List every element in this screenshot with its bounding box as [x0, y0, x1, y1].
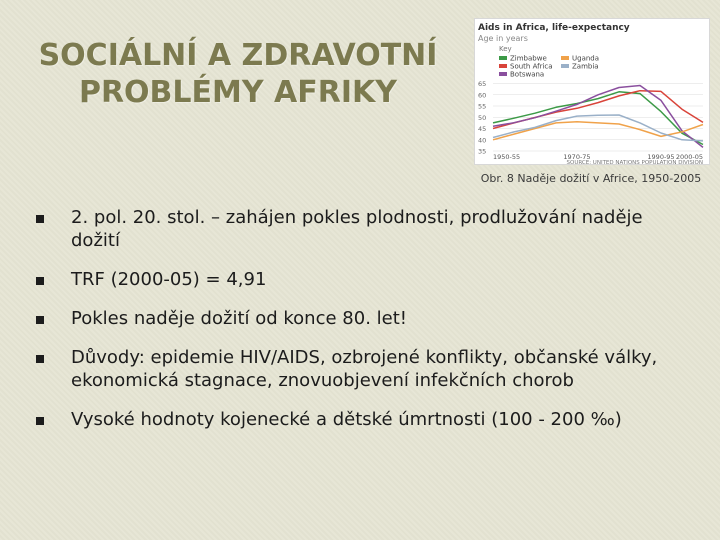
x-tick-label: 1970-75	[563, 153, 591, 161]
x-tick-label: 2000-05	[675, 153, 703, 161]
bullet-marker	[36, 417, 44, 425]
legend-label: Uganda	[572, 54, 600, 63]
y-tick-label: 35	[478, 147, 487, 156]
slide-title-line-1: SOCIÁLNÍ A ZDRAVOTNÍ	[38, 38, 438, 73]
bullet-marker	[36, 277, 44, 285]
bullet-text: Pokles naděje dožití od konce 80. let!	[71, 308, 407, 329]
y-tick-label: 50	[478, 113, 487, 122]
legend-label: Zambia	[572, 62, 599, 71]
bullet-item	[36, 408, 696, 431]
legend-swatch	[499, 56, 507, 60]
legend-label: South Africa	[510, 62, 553, 71]
bullet-item	[36, 206, 696, 252]
y-tick-label: 60	[478, 91, 487, 100]
bullet-item	[36, 268, 696, 291]
legend-swatch	[561, 64, 569, 68]
legend-swatch	[499, 72, 507, 76]
chart-svg	[475, 19, 709, 164]
bullet-item	[36, 346, 696, 392]
chart-source: SOURCE: UNITED NATIONS POPULATION DIVISION	[566, 160, 703, 164]
legend-swatch	[561, 56, 569, 60]
bullet-text: Důvody: epidemie HIV/AIDS, ozbrojené konflikty, občanské války, ekonomická stagnace, znovuobjevení infekčních chorob	[71, 347, 658, 391]
legend-label: Botswana	[510, 70, 545, 79]
y-tick-label: 65	[478, 80, 487, 88]
y-tick-label: 40	[478, 136, 487, 145]
legend-swatch	[499, 64, 507, 68]
legend-label: Zimbabwe	[510, 54, 547, 63]
bullet-item	[36, 307, 696, 330]
bullet-list	[36, 206, 696, 447]
bullet-text: Vysoké hodnoty kojenecké a dětské úmrtnosti (100 - 200 ‰)	[71, 409, 622, 430]
chart-title: Aids in Africa, life-expectancy	[478, 23, 630, 33]
bullet-marker	[36, 215, 44, 223]
x-tick-label: 1950-55	[493, 153, 521, 161]
bullet-marker	[36, 355, 44, 363]
y-tick-label: 55	[478, 102, 487, 111]
bullet-text: TRF (2000-05) = 4,91	[71, 269, 267, 290]
y-tick-label: 45	[478, 125, 487, 133]
slide-title	[8, 38, 468, 111]
chart-subtitle: Age in years	[478, 34, 528, 43]
bullet-marker	[36, 316, 44, 324]
slide-title-line-2: PROBLÉMY AFRIKY	[78, 74, 398, 110]
life-expectancy-chart	[474, 18, 710, 165]
x-tick-label: 1990-95	[647, 153, 675, 161]
legend-title: Key	[499, 45, 512, 53]
bullet-text: 2. pol. 20. stol. – zahájen pokles plodnosti, prodlužování naděje dožití	[71, 207, 643, 251]
series-line-zambia	[493, 115, 703, 141]
chart-caption: Obr. 8 Naděje dožití v Africe, 1950-2005	[480, 172, 702, 185]
